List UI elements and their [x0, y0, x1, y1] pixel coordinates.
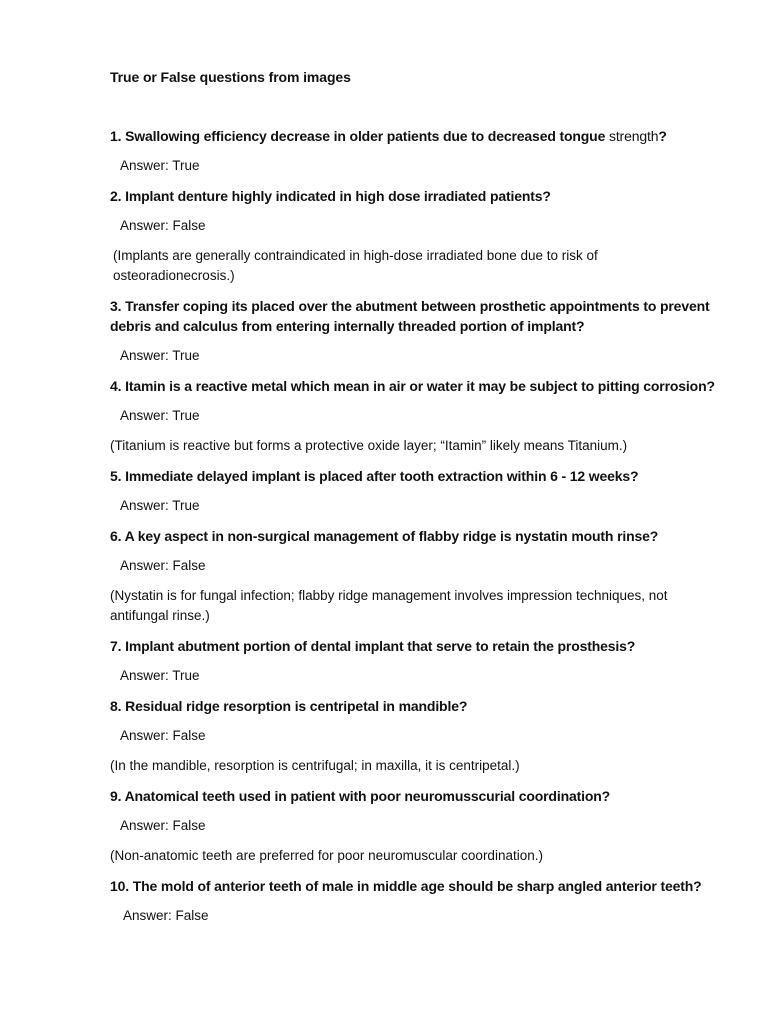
- question-block-9: [110, 786, 720, 866]
- question-block-3: [110, 296, 720, 366]
- question-block-10: [110, 876, 720, 926]
- explanation-note: (Nystatin is for fungal infection; flabby ridge management involves impression techniques, not antifungal rinse.): [110, 588, 668, 623]
- question-text-tail: strength: [608, 128, 659, 144]
- question-text: 9. Anatomical teeth used in patient with poor neuromusscurial coordination?: [110, 788, 611, 804]
- question-text: 4. Itamin is a reactive metal which mean in air or water it may be subject to pitting corrosion?: [110, 378, 715, 394]
- explanation-note: (Non-anatomic teeth are preferred for poor neuromuscular coordination.): [110, 848, 543, 863]
- question-text: 10. The mold of anterior teeth of male in middle age should be sharp angled anterior teeth?: [110, 878, 702, 894]
- answer-text: Answer: True: [120, 348, 200, 363]
- answer-text: Answer: True: [120, 668, 200, 683]
- question-text-end: ?: [658, 128, 667, 144]
- question-text: 8. Residual ridge resorption is centripetal in mandible?: [110, 698, 468, 714]
- answer-text: Answer: False: [120, 818, 206, 833]
- question-text: [110, 126, 720, 146]
- question-block-5: [110, 466, 720, 516]
- explanation-note: (Implants are generally contraindicated in high-dose irradiated bone due to risk of osteoradionecrosis.): [113, 248, 598, 283]
- explanation-note: (Titanium is reactive but forms a protective oxide layer; “Itamin” likely means Titanium.): [110, 438, 628, 453]
- question-block-1: [110, 126, 720, 176]
- question-text: 5. Immediate delayed implant is placed after tooth extraction within 6 - 12 weeks?: [110, 468, 639, 484]
- answer-text: Answer: True: [120, 408, 200, 423]
- answer-text: Answer: False: [120, 558, 206, 573]
- answer-text: Answer: False: [123, 908, 209, 923]
- document-title: True or False questions from images: [110, 69, 351, 85]
- answer-text: Answer: True: [120, 498, 200, 513]
- question-block-4: [110, 376, 720, 456]
- question-block-7: [110, 636, 720, 686]
- question-block-6: [110, 526, 720, 626]
- question-text: 3. Transfer coping its placed over the abutment between prosthetic appointments to prevent debris and calculus from entering internally threaded portion of implant?: [110, 298, 710, 334]
- document-page: [110, 66, 720, 936]
- question-block-8: [110, 696, 720, 776]
- answer-text: Answer: False: [120, 728, 206, 743]
- answer-text: Answer: False: [120, 218, 206, 233]
- question-list: [110, 126, 720, 926]
- question-text: 7. Implant abutment portion of dental implant that serve to retain the prosthesis?: [110, 638, 636, 654]
- question-text-main: 1. Swallowing efficiency decrease in older patients due to decreased tongue: [110, 128, 609, 144]
- question-text: 6. A key aspect in non-surgical management of flabby ridge is nystatin mouth rinse?: [110, 528, 659, 544]
- answer-text: Answer: True: [120, 158, 200, 173]
- explanation-note: (In the mandible, resorption is centrifugal; in maxilla, it is centripetal.): [110, 758, 520, 773]
- question-text: 2. Implant denture highly indicated in high dose irradiated patients?: [110, 188, 551, 204]
- question-block-2: [110, 186, 720, 286]
